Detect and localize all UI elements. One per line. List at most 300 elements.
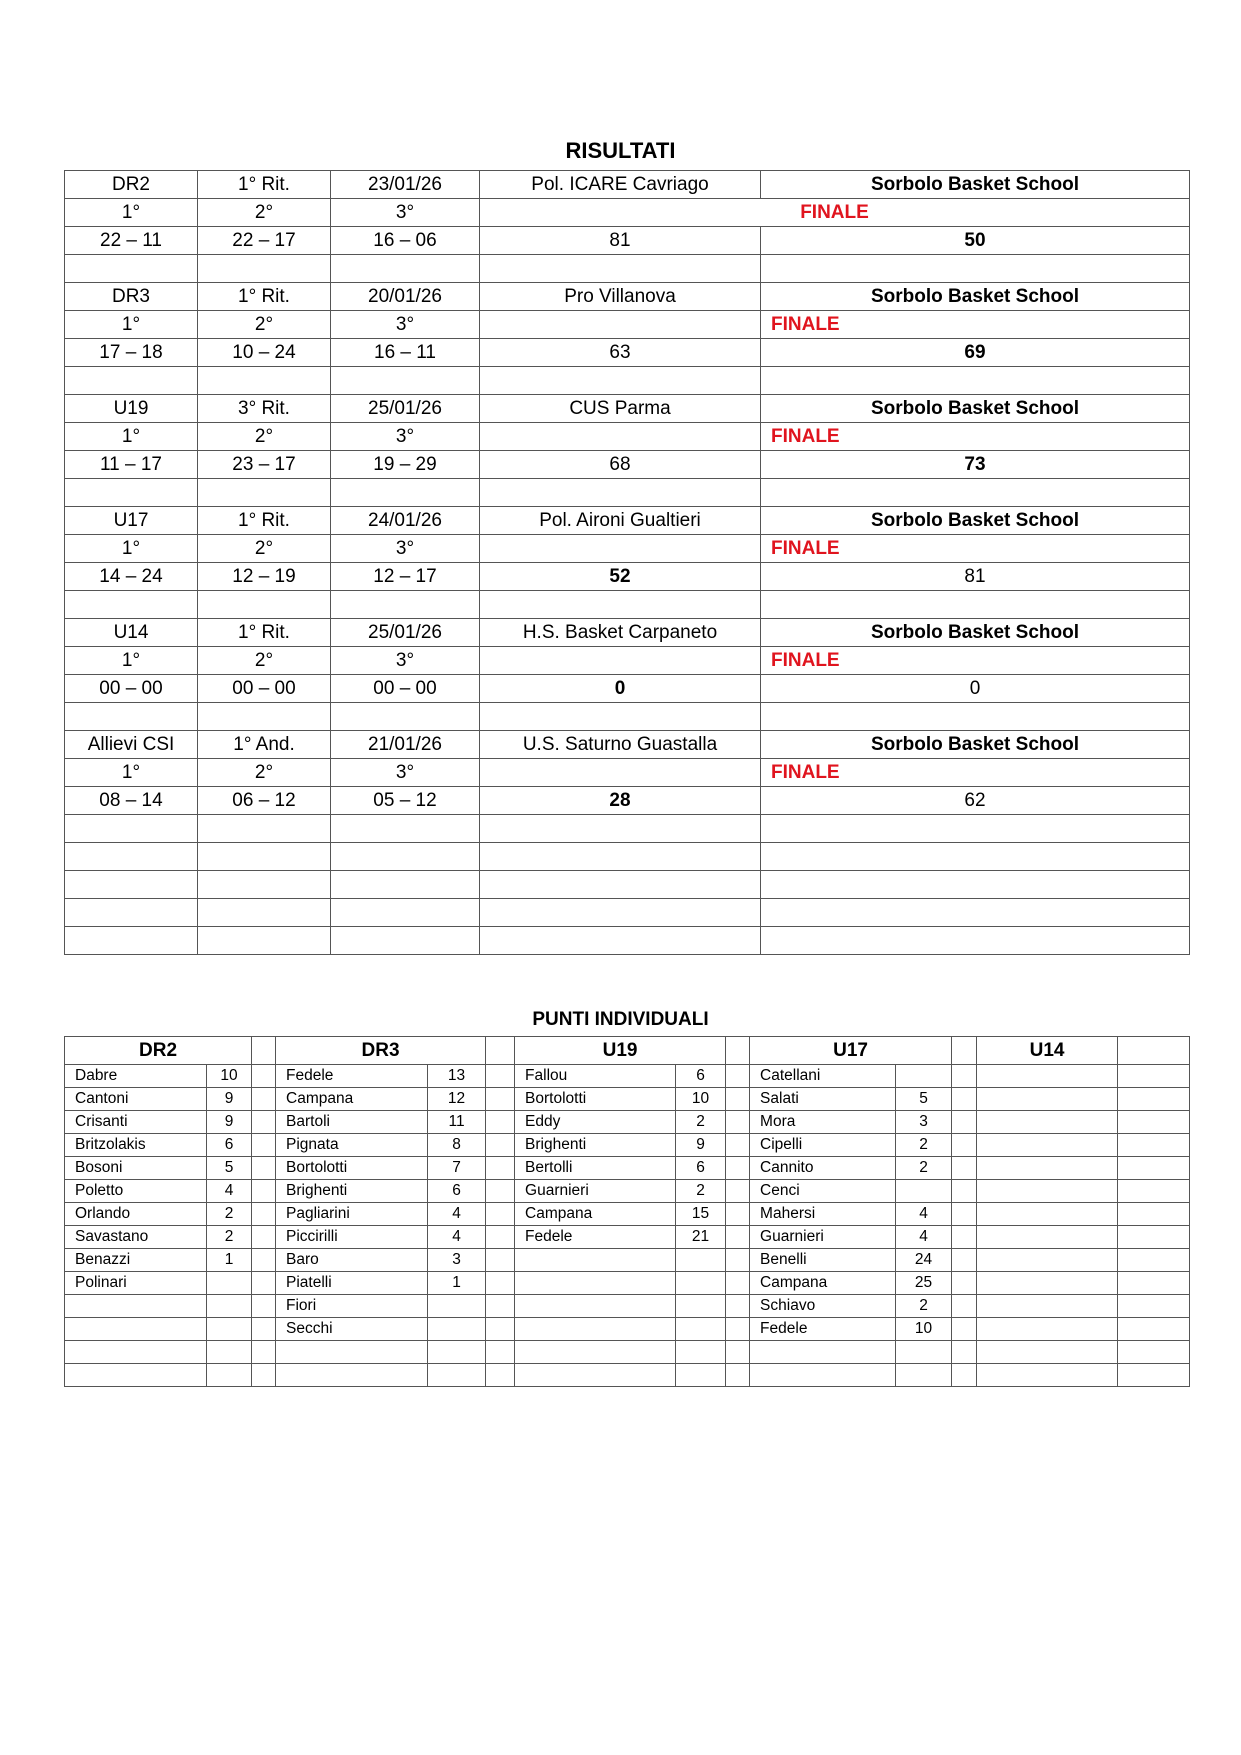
team-header-dr2: DR2: [65, 1037, 252, 1065]
separator-cell: [952, 1065, 977, 1088]
player-points: 1: [207, 1249, 252, 1272]
player-row: [65, 1341, 1190, 1364]
separator-cell: [486, 1226, 515, 1249]
results-title: RISULTATI: [565, 138, 676, 163]
player-name: Bertolli: [515, 1157, 676, 1180]
player-name: [65, 1341, 207, 1364]
empty-cell: [198, 367, 331, 395]
player-points: [207, 1272, 252, 1295]
quarter-1-score: 14 – 24: [65, 563, 198, 591]
separator-cell: [486, 1157, 515, 1180]
empty-cell: [331, 927, 480, 955]
player-points: 5: [207, 1157, 252, 1180]
quarter-2-label: 2°: [198, 535, 331, 563]
score-row: [65, 451, 1190, 479]
player-row: [65, 1134, 1190, 1157]
separator-cell: [952, 1203, 977, 1226]
empty-cell: [761, 255, 1190, 283]
final-status-label: FINALE: [761, 423, 1190, 451]
empty-cell: [480, 591, 761, 619]
player-name: [977, 1341, 1118, 1364]
category-cell: DR3: [65, 283, 198, 311]
player-name: [977, 1180, 1118, 1203]
away-team-cell: Sorbolo Basket School: [761, 507, 1190, 535]
separator-cell: [952, 1341, 977, 1364]
score-row: [65, 563, 1190, 591]
player-row: [65, 1272, 1190, 1295]
separator-cell: [726, 1341, 750, 1364]
player-name: Pignata: [276, 1134, 428, 1157]
away-score: 69: [761, 339, 1190, 367]
player-points: [676, 1249, 726, 1272]
team-header-u19: U19: [515, 1037, 726, 1065]
player-name: Benelli: [750, 1249, 896, 1272]
empty-row: [65, 815, 1190, 843]
game-header-row: [65, 395, 1190, 423]
quarter-2-score: 22 – 17: [198, 227, 331, 255]
player-points: [1118, 1249, 1190, 1272]
player-name: [515, 1364, 676, 1387]
spacer-row: [65, 255, 1190, 283]
game-header-row: [65, 283, 1190, 311]
quarter-2-label: 2°: [198, 199, 331, 227]
quarter-label-row: [65, 311, 1190, 339]
separator-cell: [486, 1272, 515, 1295]
final-status-label: FINALE: [761, 759, 1190, 787]
player-name: Bortolotti: [515, 1088, 676, 1111]
player-row: [65, 1111, 1190, 1134]
score-row: [65, 227, 1190, 255]
away-score: 81: [761, 563, 1190, 591]
separator-cell: [486, 1341, 515, 1364]
separator-cell: [952, 1249, 977, 1272]
quarter-1-label: 1°: [65, 535, 198, 563]
empty-cell: [65, 591, 198, 619]
empty-cell: [198, 479, 331, 507]
points-title: PUNTI INDIVIDUALI: [532, 1009, 709, 1030]
player-name: [750, 1364, 896, 1387]
separator-cell: [252, 1088, 276, 1111]
player-points: 10: [207, 1065, 252, 1088]
quarter-3-label: 3°: [331, 199, 480, 227]
separator-cell: [952, 1295, 977, 1318]
empty-cell: [331, 591, 480, 619]
separator-cell: [952, 1318, 977, 1341]
player-name: [515, 1341, 676, 1364]
separator-cell: [726, 1134, 750, 1157]
player-points: 12: [428, 1088, 486, 1111]
empty-cell: [480, 647, 761, 675]
player-row: [65, 1180, 1190, 1203]
player-name: Piccirilli: [276, 1226, 428, 1249]
player-name: Guarnieri: [750, 1226, 896, 1249]
separator-cell: [486, 1364, 515, 1387]
player-points: 4: [896, 1203, 952, 1226]
player-points: [1118, 1226, 1190, 1249]
player-row: [65, 1249, 1190, 1272]
player-points: [207, 1318, 252, 1341]
player-points: [676, 1295, 726, 1318]
empty-cell: [331, 255, 480, 283]
empty-cell: [480, 899, 761, 927]
team-header-u14: U14: [977, 1037, 1118, 1065]
player-name: Mahersi: [750, 1203, 896, 1226]
home-team-cell: H.S. Basket Carpaneto: [480, 619, 761, 647]
quarter-3-label: 3°: [331, 535, 480, 563]
quarter-3-label: 3°: [331, 311, 480, 339]
away-team-cell: Sorbolo Basket School: [761, 171, 1190, 199]
separator-cell: [726, 1037, 750, 1065]
separator-cell: [252, 1318, 276, 1341]
player-row: [65, 1157, 1190, 1180]
player-name: Piatelli: [276, 1272, 428, 1295]
separator-cell: [726, 1272, 750, 1295]
quarter-label-row: [65, 535, 1190, 563]
player-name: Cantoni: [65, 1088, 207, 1111]
player-points: [896, 1180, 952, 1203]
player-name: Fedele: [276, 1065, 428, 1088]
home-score: 63: [480, 339, 761, 367]
away-score: 73: [761, 451, 1190, 479]
empty-cell: [331, 367, 480, 395]
empty-cell: [198, 591, 331, 619]
player-points: [896, 1364, 952, 1387]
away-team-cell: Sorbolo Basket School: [761, 619, 1190, 647]
player-name: Britzolakis: [65, 1134, 207, 1157]
separator-cell: [252, 1272, 276, 1295]
empty-cell: [65, 899, 198, 927]
player-points: [1118, 1134, 1190, 1157]
player-name: Dabre: [65, 1065, 207, 1088]
separator-cell: [486, 1134, 515, 1157]
player-points: 15: [676, 1203, 726, 1226]
player-points: [207, 1341, 252, 1364]
empty-cell: [65, 367, 198, 395]
individual-points-table: [64, 1036, 1190, 1387]
quarter-3-score: 05 – 12: [331, 787, 480, 815]
player-points: 2: [207, 1203, 252, 1226]
separator-cell: [726, 1065, 750, 1088]
spacer-row: [65, 479, 1190, 507]
player-points: 10: [676, 1088, 726, 1111]
quarter-3-label: 3°: [331, 647, 480, 675]
player-points: [428, 1295, 486, 1318]
empty-cell: [480, 843, 761, 871]
player-name: [977, 1226, 1118, 1249]
separator-cell: [726, 1295, 750, 1318]
quarter-1-score: 00 – 00: [65, 675, 198, 703]
player-points: [676, 1272, 726, 1295]
category-cell: U19: [65, 395, 198, 423]
home-team-cell: CUS Parma: [480, 395, 761, 423]
player-points: 2: [896, 1157, 952, 1180]
empty-cell: [198, 927, 331, 955]
player-name: [65, 1295, 207, 1318]
game-header-row: [65, 507, 1190, 535]
separator-cell: [726, 1088, 750, 1111]
player-name: Cannito: [750, 1157, 896, 1180]
empty-cell: [65, 843, 198, 871]
empty-cell: [65, 871, 198, 899]
away-team-cell: Sorbolo Basket School: [761, 731, 1190, 759]
player-points: [1118, 1088, 1190, 1111]
player-points: 21: [676, 1226, 726, 1249]
player-name: Schiavo: [750, 1295, 896, 1318]
player-points: [1118, 1295, 1190, 1318]
player-points: [1118, 1111, 1190, 1134]
player-name: Cenci: [750, 1180, 896, 1203]
player-points: [1118, 1065, 1190, 1088]
quarter-2-score: 23 – 17: [198, 451, 331, 479]
empty-cell: [331, 899, 480, 927]
separator-cell: [252, 1364, 276, 1387]
player-name: Brighenti: [276, 1180, 428, 1203]
player-name: Bartoli: [276, 1111, 428, 1134]
player-name: Cipelli: [750, 1134, 896, 1157]
player-points: 13: [428, 1065, 486, 1088]
empty-cell: [198, 255, 331, 283]
final-status-label: FINALE: [761, 311, 1190, 339]
player-name: [515, 1318, 676, 1341]
player-points: 6: [676, 1157, 726, 1180]
empty-cell: [331, 871, 480, 899]
player-points: 3: [896, 1111, 952, 1134]
separator-cell: [486, 1111, 515, 1134]
empty-cell: [198, 843, 331, 871]
separator-cell: [952, 1180, 977, 1203]
player-points: [1118, 1341, 1190, 1364]
date-cell: 20/01/26: [331, 283, 480, 311]
player-name: Baro: [276, 1249, 428, 1272]
player-points: 4: [428, 1203, 486, 1226]
separator-cell: [726, 1318, 750, 1341]
separator-cell: [252, 1295, 276, 1318]
separator-cell: [952, 1157, 977, 1180]
player-row: [65, 1226, 1190, 1249]
quarter-2-label: 2°: [198, 759, 331, 787]
home-score: 0: [480, 675, 761, 703]
player-name: [977, 1272, 1118, 1295]
away-score: 62: [761, 787, 1190, 815]
quarter-2-score: 10 – 24: [198, 339, 331, 367]
player-name: Brighenti: [515, 1134, 676, 1157]
final-status-label: FINALE: [761, 535, 1190, 563]
empty-cell: [480, 535, 761, 563]
separator-cell: [952, 1272, 977, 1295]
quarter-3-score: 00 – 00: [331, 675, 480, 703]
player-points: 24: [896, 1249, 952, 1272]
separator-cell: [952, 1088, 977, 1111]
game-header-row: [65, 171, 1190, 199]
team-header-u17: U17: [750, 1037, 952, 1065]
player-name: [515, 1272, 676, 1295]
game-header-row: [65, 731, 1190, 759]
player-points: 10: [896, 1318, 952, 1341]
away-team-cell: Sorbolo Basket School: [761, 283, 1190, 311]
player-points: 1: [428, 1272, 486, 1295]
separator-cell: [252, 1203, 276, 1226]
player-points: [428, 1364, 486, 1387]
player-points: 8: [428, 1134, 486, 1157]
player-points: 6: [428, 1180, 486, 1203]
quarter-1-score: 17 – 18: [65, 339, 198, 367]
player-name: Crisanti: [65, 1111, 207, 1134]
player-name: Polinari: [65, 1272, 207, 1295]
empty-cell: [331, 815, 480, 843]
separator-cell: [726, 1111, 750, 1134]
player-points: [676, 1364, 726, 1387]
final-status-label: FINALE: [480, 199, 1190, 227]
player-points: 9: [676, 1134, 726, 1157]
home-team-cell: Pol. Aironi Gualtieri: [480, 507, 761, 535]
separator-cell: [252, 1249, 276, 1272]
player-points: [428, 1341, 486, 1364]
player-points: [428, 1318, 486, 1341]
empty-cell: [198, 899, 331, 927]
player-points: 6: [207, 1134, 252, 1157]
separator-cell: [252, 1111, 276, 1134]
player-name: Fedele: [750, 1318, 896, 1341]
player-points: 4: [207, 1180, 252, 1203]
player-points: [1118, 1180, 1190, 1203]
empty-row: [65, 899, 1190, 927]
player-points: 2: [207, 1226, 252, 1249]
player-points: [1118, 1318, 1190, 1341]
date-cell: 23/01/26: [331, 171, 480, 199]
quarter-1-label: 1°: [65, 759, 198, 787]
separator-cell: [726, 1180, 750, 1203]
player-name: [977, 1111, 1118, 1134]
player-points: [676, 1341, 726, 1364]
empty-cell: [65, 815, 198, 843]
player-points: [676, 1318, 726, 1341]
date-cell: 21/01/26: [331, 731, 480, 759]
quarter-label-row: [65, 647, 1190, 675]
quarter-1-label: 1°: [65, 647, 198, 675]
separator-cell: [486, 1180, 515, 1203]
away-score: 0: [761, 675, 1190, 703]
round-cell: 1° Rit.: [198, 507, 331, 535]
final-status-label: FINALE: [761, 647, 1190, 675]
player-name: Eddy: [515, 1111, 676, 1134]
empty-cell: [331, 843, 480, 871]
quarter-1-score: 22 – 11: [65, 227, 198, 255]
empty-header-cell: [1118, 1037, 1190, 1065]
separator-cell: [252, 1341, 276, 1364]
quarter-1-score: 11 – 17: [65, 451, 198, 479]
player-name: Salati: [750, 1088, 896, 1111]
home-score: 68: [480, 451, 761, 479]
player-name: [276, 1364, 428, 1387]
game-header-row: [65, 619, 1190, 647]
home-team-cell: Pro Villanova: [480, 283, 761, 311]
player-name: Fedele: [515, 1226, 676, 1249]
player-name: Campana: [515, 1203, 676, 1226]
player-name: [65, 1318, 207, 1341]
player-points: 6: [676, 1065, 726, 1088]
separator-cell: [952, 1226, 977, 1249]
empty-cell: [198, 871, 331, 899]
quarter-2-score: 00 – 00: [198, 675, 331, 703]
empty-cell: [480, 311, 761, 339]
round-cell: 1° Rit.: [198, 619, 331, 647]
player-name: Campana: [276, 1088, 428, 1111]
separator-cell: [952, 1111, 977, 1134]
separator-cell: [486, 1065, 515, 1088]
player-points: 11: [428, 1111, 486, 1134]
player-points: 4: [896, 1226, 952, 1249]
separator-cell: [252, 1134, 276, 1157]
empty-cell: [480, 815, 761, 843]
player-points: 25: [896, 1272, 952, 1295]
player-name: Guarnieri: [515, 1180, 676, 1203]
player-name: [977, 1157, 1118, 1180]
separator-cell: [252, 1180, 276, 1203]
player-name: [977, 1318, 1118, 1341]
empty-cell: [761, 479, 1190, 507]
empty-cell: [480, 927, 761, 955]
player-name: Savastano: [65, 1226, 207, 1249]
quarter-2-score: 12 – 19: [198, 563, 331, 591]
player-points: [1118, 1157, 1190, 1180]
empty-cell: [480, 479, 761, 507]
separator-cell: [252, 1037, 276, 1065]
round-cell: 1° Rit.: [198, 171, 331, 199]
quarter-2-label: 2°: [198, 647, 331, 675]
quarter-label-row: [65, 199, 1190, 227]
empty-cell: [480, 255, 761, 283]
separator-cell: [726, 1226, 750, 1249]
player-name: [977, 1203, 1118, 1226]
separator-cell: [726, 1364, 750, 1387]
player-row: [65, 1295, 1190, 1318]
separator-cell: [486, 1088, 515, 1111]
player-name: Poletto: [65, 1180, 207, 1203]
empty-cell: [761, 899, 1190, 927]
player-row: [65, 1065, 1190, 1088]
score-row: [65, 787, 1190, 815]
separator-cell: [252, 1226, 276, 1249]
player-points: 2: [676, 1180, 726, 1203]
points-header-row: [65, 1037, 1190, 1065]
empty-cell: [331, 703, 480, 731]
player-row: [65, 1318, 1190, 1341]
round-cell: 1° And.: [198, 731, 331, 759]
empty-cell: [761, 927, 1190, 955]
category-cell: DR2: [65, 171, 198, 199]
quarter-1-label: 1°: [65, 199, 198, 227]
player-name: Bosoni: [65, 1157, 207, 1180]
empty-cell: [65, 927, 198, 955]
player-points: 3: [428, 1249, 486, 1272]
player-points: 7: [428, 1157, 486, 1180]
separator-cell: [952, 1134, 977, 1157]
player-name: Catellani: [750, 1065, 896, 1088]
separator-cell: [486, 1249, 515, 1272]
empty-cell: [480, 759, 761, 787]
home-score: 52: [480, 563, 761, 591]
empty-cell: [480, 871, 761, 899]
player-name: Secchi: [276, 1318, 428, 1341]
separator-cell: [952, 1037, 977, 1065]
player-points: 2: [676, 1111, 726, 1134]
team-header-dr3: DR3: [276, 1037, 486, 1065]
spacer-row: [65, 367, 1190, 395]
round-cell: 1° Rit.: [198, 283, 331, 311]
player-name: [977, 1249, 1118, 1272]
category-cell: U17: [65, 507, 198, 535]
empty-cell: [761, 367, 1190, 395]
